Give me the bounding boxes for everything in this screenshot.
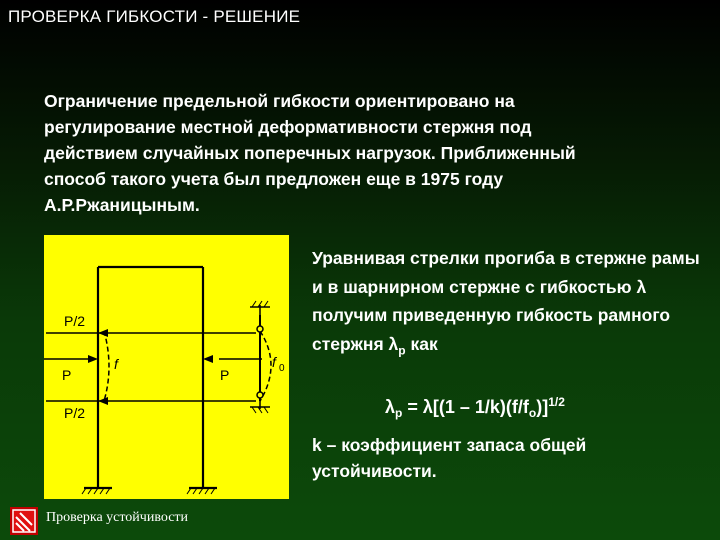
label-f: f: [114, 356, 118, 372]
label-p-right: P: [220, 367, 230, 383]
footer-text: Проверка устойчивости: [46, 510, 189, 525]
label-p-left: P: [62, 367, 72, 383]
frame-diagram: [44, 235, 289, 499]
formula-equals: =: [402, 397, 423, 417]
label-p-half-top: P/2: [64, 313, 86, 329]
explanation-part3: как: [405, 333, 438, 354]
formula-lhs-subscript: p: [395, 406, 403, 420]
label-f0-subscript: 0: [279, 363, 285, 374]
pin-top: [257, 326, 263, 332]
explanation-text: [312, 244, 712, 365]
arrowhead-p-half-top: [98, 329, 108, 337]
formula-f-subscript: o: [528, 406, 537, 420]
explanation-part1: Уравнивая стрелки прогиба в стержне рамы и в шарнирном стержне с гибкостью: [312, 248, 700, 297]
formula-lhs-lambda: λ: [385, 397, 396, 417]
pin-bottom: [257, 392, 263, 398]
formula-close: )]: [536, 397, 549, 417]
lambda-p-symbol: λ: [388, 333, 399, 354]
formula-rhs-lambda: λ: [422, 397, 433, 417]
frame-diagram-drawing: [44, 235, 289, 499]
label-p-half-bottom: P/2: [64, 405, 86, 421]
k-note: k – коэффициент запаса общей устойчивости.: [312, 435, 587, 481]
lambda-p-subscript: p: [398, 343, 406, 357]
explanation-part2: получим приведенную гибкость рамного стержня: [312, 305, 671, 354]
footer-logo-icon: [10, 507, 38, 535]
formula: [385, 395, 565, 420]
lambda-symbol: λ: [636, 276, 647, 297]
arrowhead-p-half-bottom: [98, 397, 108, 405]
formula-body: [(1 – 1/k)(f/f: [432, 397, 529, 417]
slide-title: ПРОВЕРКА ГИБКОСТИ - РЕШЕНИЕ: [8, 7, 301, 26]
frame-deflection-curve: [104, 331, 109, 401]
arrowhead-p-left: [88, 355, 98, 363]
arrowhead-p-right: [203, 355, 213, 363]
label-f0: f: [272, 354, 276, 370]
intro-paragraph: Ограничение предельной гибкости ориентировано на регулирование местной деформативности стержня под действием случайных поперечных нагрузок. Приближенный способ такого учета был предложен еще в 1975 году А.Р.Ржаницыным.: [44, 91, 576, 215]
rod-deflection-curve: [260, 331, 271, 401]
formula-power: 1/2: [548, 395, 565, 409]
